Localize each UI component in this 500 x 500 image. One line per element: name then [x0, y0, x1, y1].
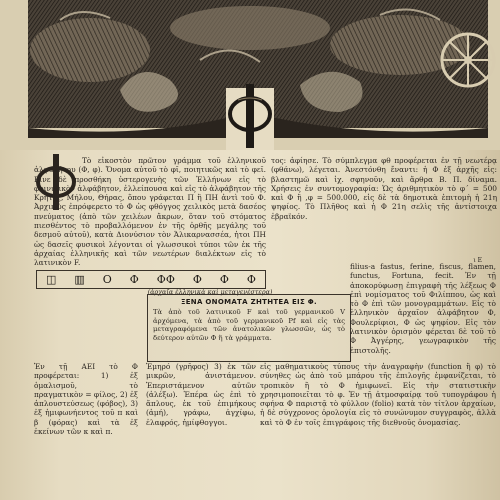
- lower-middle-text: [146, 362, 256, 496]
- page-marker: ι Ε: [473, 257, 482, 264]
- letter-forms-caption: (ἀρχαῖα ἑλληνικὰ καὶ μεταγενέστερα): [147, 288, 273, 296]
- letter-form: ΦΦ: [156, 273, 175, 286]
- letter-form: Φ: [129, 273, 139, 286]
- lower-left-text: [34, 362, 138, 496]
- intro-paragraph: Τὸ εἰκοστὸν πρῶτον γράμμα τοῦ ἑλληνικοῦ ἀλφαβήτου (Φ, φ). Ὄνομα αὐτοῦ τὸ φῖ, ποιητικῶς καὶ τὸ φεῖ. Εἶνε δὲ προσθήκη ὑστερογενὴς τῶν Ἑλλήνων εἰς τὸ φοινικικὸν ἀλφάβητον, ἐλλείπουσα καὶ εἰς τὸ ἀλφάβητον τῆς Κρήτης, Μήλου, Θήρας, ὅπου γράφεται Π ἢ ΠΗ ἀντὶ τοῦ Φ. Ἀρχικῶς ἐπρόφερετο τὸ Φ ὡς φθόγγος χειλικὸς μετὰ δασέος πνεύματος (ἀπὸ τῶν χειλέων ἄκρων, ὅταν τοῦ στόματος πιεσθέντος τὸ προβαλλόμενον ἐν τῆς ὀρθῆς μεγάλης τοῦ δεσμοῦ αὐτοῦ), κατὰ Διονύσιον τὸν Ἁλικαρνασσέα, ἡτοι ΠΗ ὡς δασεῖς φυσικοὶ λέγονται οἱ γλωσσικοὶ τύποι τῶν ἐκ τῆς ἀρχαίας ἑλληνικῆς καὶ τῶν νεωτέρων διαλέκτων εἰς τὸ λατινικὸν F.: [34, 156, 266, 268]
- letter-form: ▥: [74, 273, 85, 286]
- foreign-names-box: [147, 294, 351, 362]
- letter-forms-strip: [36, 270, 266, 289]
- right-lower-paragraph: filius-a fastus, ferine, fiscus, flamen, functus, Fortuna, fecit. Ἐν τῇ ἀποκορύφωσῃ ἐπιγραφὴ τῆς λέξεως Φ ἐπὶ νομίσματος τοῦ Φιλίππου, ὡς καὶ τὸ Φ ἐπὶ τῶν μονογραμμάτων. Εἰς τὸ ἑλληνικὸν ἀρχαῖον ἀλφάβητον Φ, Φουλερίφιοι, Φ ὡς ψηφίον. Εἰς τὸν λατινικὸν ὀρισμὸν φέρεται δὲ τοῦ τὸ Φ Ἀγγέρης, γεωγραφικὸν τῆς ἐπιστολῆς.: [350, 262, 496, 355]
- lower-right-paragraph: εἰς μαθηματικοὺς τύπους τὴν ἀναγραφὴν (function ἢ φ) τὸ σύνηθες ὡς ἀπὸ τοῦ μπάρου τῆς ἐπιλογῆς ἐμφανίζεται, τὸ τροπικὸν ἢ τὸ Φ ἡμιφωνεῖ. Εἰς τὴν στατιστικὴν χρησιμοποιεῖται τὸ φ. Ἐν τῇ ἀτμοσφαίρᾳ τοῦ τυπογράφου ἡ σφήνα Φ παριστᾷ τὸ φύλλον (folio) κατὰ τὸν τίτλον ἀρχαίων, ἡ δὲ σύγχρονος ὀρολογία εἰς τὸ συνώνυμον συγγραφὸς, ἀλλὰ καὶ τὸ Φ ἐν τοῖς ἐπιγράφοις τῆς διεθνοῦς ὀνομασίας.: [260, 362, 496, 427]
- letter-form: Φ: [192, 273, 202, 286]
- letter-form: Φ: [246, 273, 256, 286]
- letter-form: Ο: [102, 273, 112, 286]
- letter-form: Φ: [219, 273, 229, 286]
- right-column-top-text: [271, 156, 497, 260]
- engraved-banner-illustration: [0, 0, 500, 150]
- lower-right-text: [260, 362, 496, 496]
- box-text: Τὰ ἀπὸ τοῦ λατινικοῦ F καὶ τοῦ γερμανικοῦ V ἀρχόμενα, τὰ ἀπὸ τοῦ γερμανικοῦ Pf καὶ εἰς τὰς μεταγραφόμενα τῶν ἀνατολικῶν γλωσσῶν, ὡς τὸ δεύτερον αὐτῶν Φ ἢ τὰ γράμματα.: [153, 308, 345, 342]
- lower-middle-paragraph: Ἐμηρό (γρῆφος) 3) ἐκ τῶν μικρῶν, ἀνιστάμενον. Ἐπεριστάμενον αὐτῶν (ἀλέξω). Ἐπέρα ὡς ἐπὶ τὸ ἄπλους, ἐκ τοῦ ἐπιμήκους (ἀμή), γράφω, ἀγχίφω, ἐλαφρός, ἡμίφθογγοι.: [146, 362, 256, 427]
- lower-left-paragraph: Ἐν τῇ ΑΕΙ τὸ Φ προφέρεται: 1) ἐξ ὁμαλισμοῦ, τὸ πραγματικὸν = φίλος, 2) ἐξ ἀπλουστεύσεως (φόβος), 3) ἐξ ἡμιφωνήεντος τοῦ π καὶ β (φόρας) καὶ τὰ ἐξ ἐκείνων τῶν κ καὶ π.: [34, 362, 138, 437]
- right-top-paragraph: τος: ἀφίησε. Τὸ σύμπλεγμα φθ προφέρεται ἐν τῇ νεωτέρᾳ (φθάνω), λέγεται. Ἀνεστόνθη ἔναντι: ἡ Φ ἐξ ἀρχῆς εἰς: βλαστημῶ καὶ ἰχ. σφηνοῦν, καὶ ἄρθρα Β. Π. δίναμα. Χρήσεις ἐν συντομογραφία: Ὡς ἀριθμητικὸν τὸ φ΄ = 500 καὶ Φ ἢ ,φ = 500.000, εἰς δὲ τὰ δημοτικὰ ἐπιτομὴ ἡ 21η ψηφίος. Τὸ Πλῆθος καὶ ἡ Φ 21η σελὶς τῆς ἀντίστοιχα ἑβραϊκόν.: [271, 156, 497, 221]
- letter-form: ◫: [45, 273, 57, 286]
- right-column-lower-text: [350, 262, 496, 362]
- box-title: ΞΕΝΑ ΟΝΟΜΑΤΑ ΖΗΤΗΤΕΑ ΕΙΣ Φ.: [181, 298, 317, 306]
